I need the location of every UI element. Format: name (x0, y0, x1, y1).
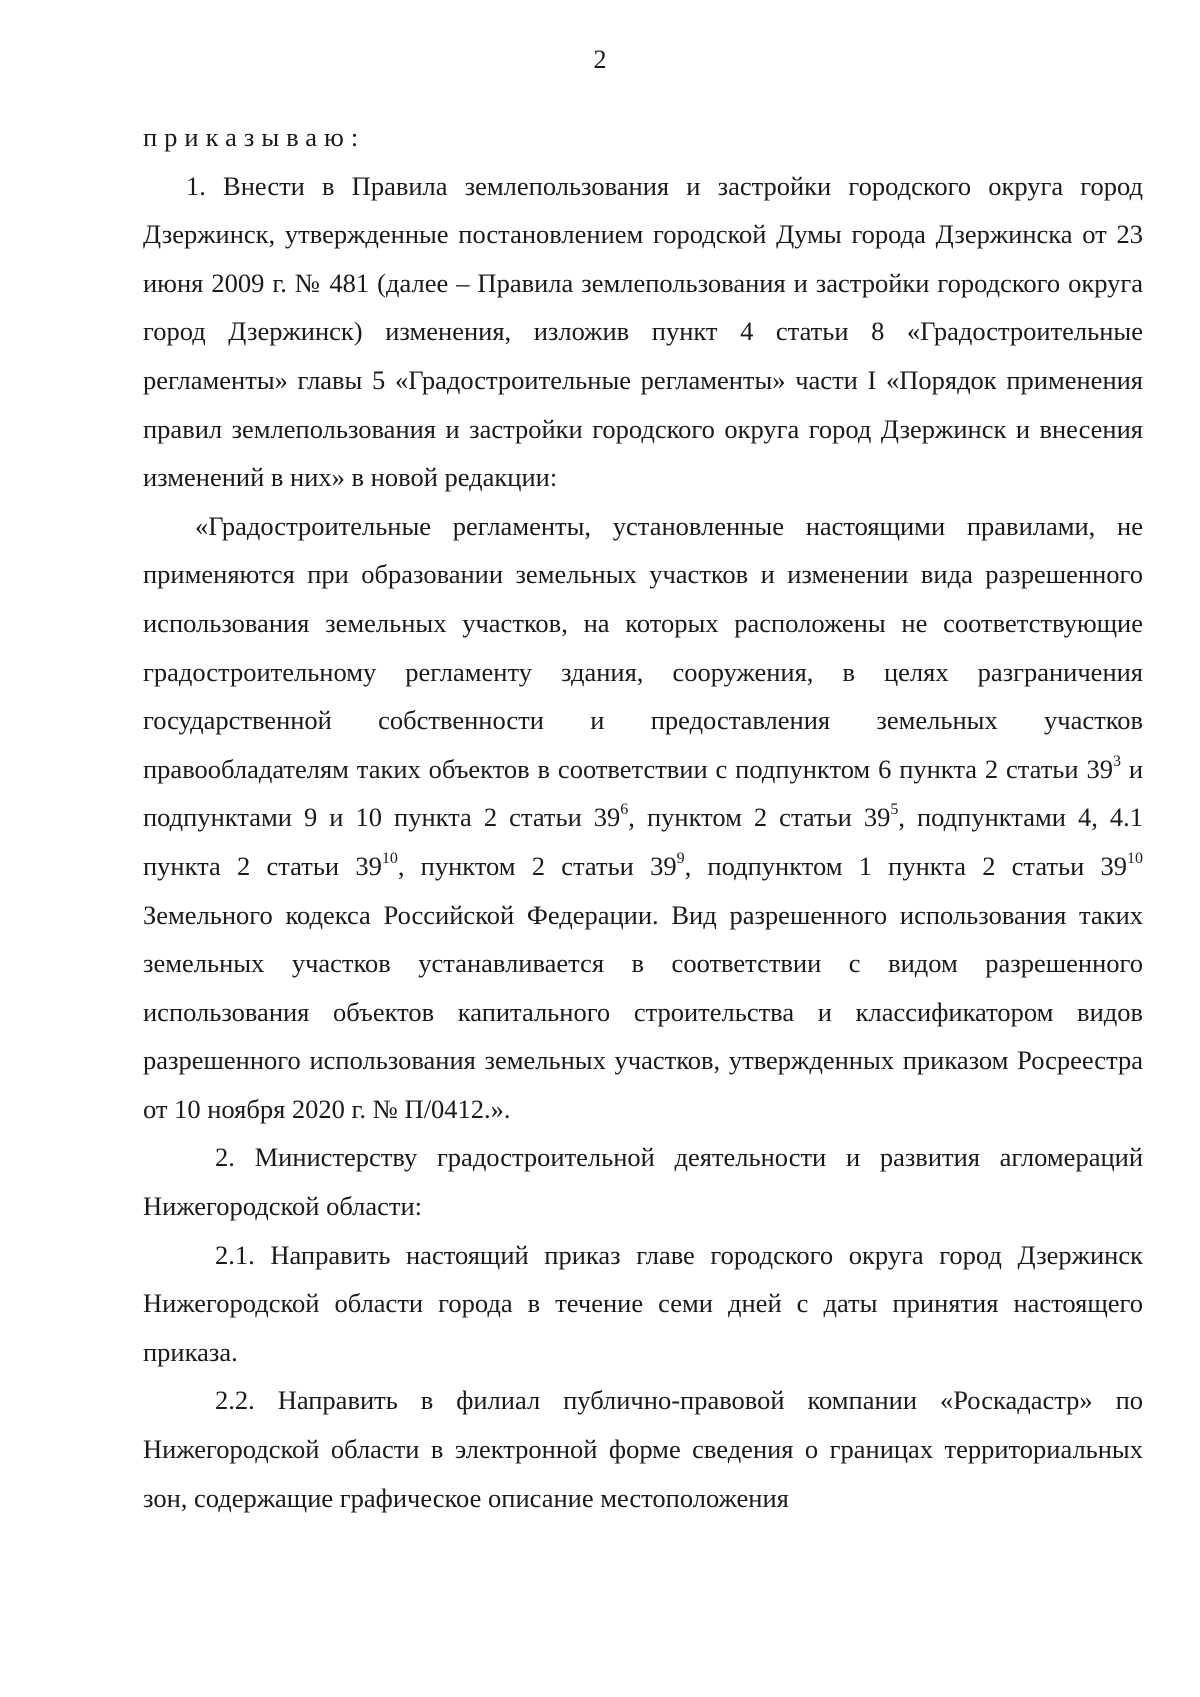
quote-text-1: «Градостроительные регламенты, установленные настоящими правилами, не применяются при образовании земельных участков и изменении вида разрешенного использования земельных участков, на которых расположены не соответствующие градостроительному регламенту здания, сооружения, в целях разграничения государственной собственности и предоставления земельных участков правообладателям таких объектов в соответствии с подпунктом 6 пункта 2 статьи 39 (143, 510, 1143, 784)
paragraph-item-2-1: 2.1. Направить настоящий приказ главе городского округа город Дзержинск Нижегородской области города в течение семи дней с даты принятия настоящего приказа. (143, 1239, 1143, 1367)
paragraph-item-2-2: 2.2. Направить в филиал публично-правовой компании «Роскадастр» по Нижегородской области в электронной форме сведения о границах территориальных зон, содержащие графическое описание местоположения (143, 1385, 1143, 1513)
quote-text-2: и подпунктами 9 и 10 пункта 2 статьи 39 (143, 753, 1144, 833)
paragraph-quote (143, 502, 1143, 1134)
paragraph-item-1: 1. Внести в Правила землепользования и застройки городского округа город Дзержинск, утвержденные постановлением городской Думы города Дзержинска от 23 июня 2009 г. № 481 (далее – Правила землепользования и застройки городского округа город Дзержинск) изменения, изложив пункт 4 статьи 8 «Градостроительные регламенты» главы 5 «Градостроительные регламенты» части I «Порядок применения правил землепользования и застройки городского округа город Дзержинск и внесения изменений в них» в новой редакции: (143, 170, 1143, 493)
superscript-6: 10 (1126, 850, 1143, 868)
superscript-2: 6 (620, 801, 629, 819)
paragraph-item-2: 2. Министерству градостроительной деятельности и развития агломераций Нижегородской области: (143, 1142, 1143, 1222)
page-number: 2 (593, 45, 607, 74)
quote-text-4: , подпунктами 4, 4.1 пункта 2 статьи 39 (143, 802, 1143, 881)
quote-text-6: , подпунктом 1 пункта 2 статьи 39 (684, 850, 1127, 881)
quote-text-5: , пунктом 2 статьи 39 (397, 850, 677, 881)
quote-text-3: , пунктом 2 статьи 39 (628, 802, 891, 833)
superscript-3: 5 (890, 801, 899, 819)
lead-word: приказываю: (143, 122, 366, 152)
document-body (143, 113, 1143, 1522)
quote-text-7: Земельного кодекса Российской Федерации. Вид разрешенного использования таких земельных участков устанавливается в соответствии с видом разрешенного использования объектов капитального строительства и классификатором видов разрешенного использования земельных участков, утвержденных приказом Росреестра от 10 ноября 2020 г. № П/0412.». (143, 899, 1143, 1124)
superscript-5: 9 (676, 850, 685, 868)
superscript-1: 3 (1112, 752, 1121, 770)
superscript-4: 10 (381, 850, 398, 868)
